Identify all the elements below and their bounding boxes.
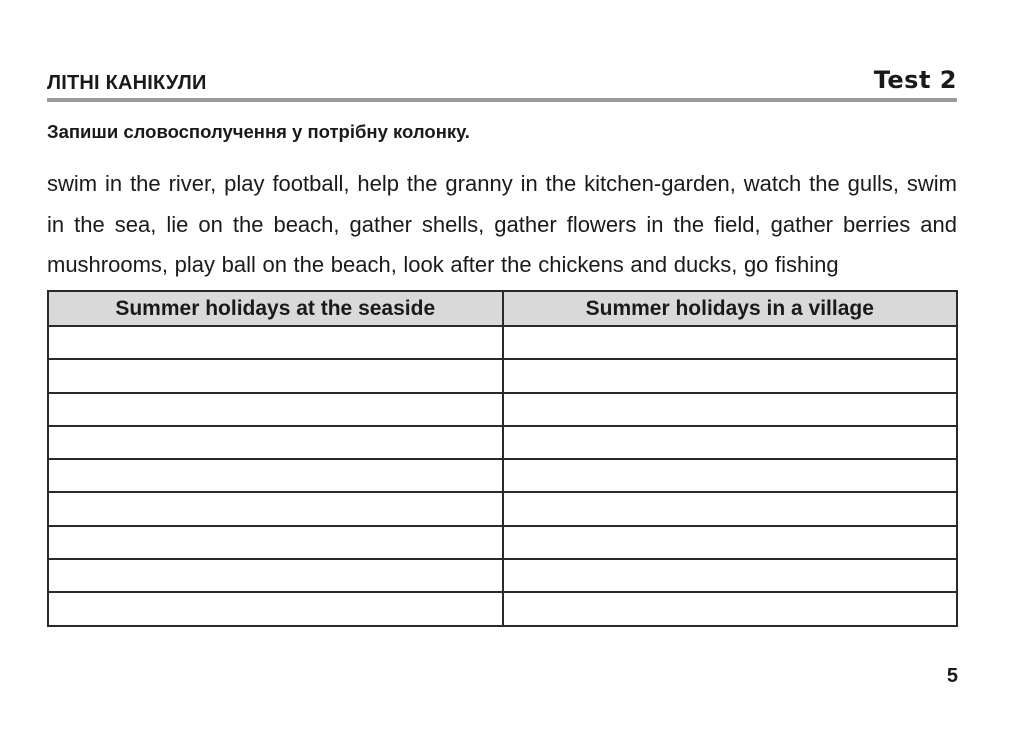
- section-title: ЛІТНІ КАНІКУЛИ: [47, 72, 207, 94]
- table-row: [48, 459, 957, 492]
- table-row: [48, 426, 957, 459]
- answer-cell-seaside[interactable]: [48, 492, 503, 525]
- answer-cell-village[interactable]: [503, 459, 958, 492]
- answer-cell-seaside[interactable]: [48, 559, 503, 592]
- task-instruction: Запиши словосполучення у потрібну колонку.: [47, 121, 470, 142]
- answer-cell-village[interactable]: [503, 526, 958, 559]
- table-row: [48, 592, 957, 625]
- answer-rows: [48, 326, 957, 626]
- answer-cell-village[interactable]: [503, 559, 958, 592]
- answer-table: [47, 290, 958, 627]
- test-label: Test 2: [873, 66, 957, 94]
- word-bank: swim in the river, play football, help the granny in the kitchen-garden, watch the gulls, swim in the sea, lie on the beach, gather shells, gather flowers in the field, gather berries and mushrooms, play ball on the beach, look after the chickens and ducks, go fishing: [47, 171, 957, 277]
- answer-cell-seaside[interactable]: [48, 393, 503, 426]
- page-number: 5: [946, 665, 958, 687]
- answer-cell-village[interactable]: [503, 326, 958, 359]
- answer-cell-village[interactable]: [503, 492, 958, 525]
- answer-cell-village[interactable]: [503, 393, 958, 426]
- column-header-village: Summer holidays in a village: [503, 291, 958, 326]
- table-row: [48, 492, 957, 525]
- answer-cell-village[interactable]: [503, 359, 958, 392]
- header-divider: [47, 98, 957, 102]
- answer-cell-seaside[interactable]: [48, 426, 503, 459]
- answer-cell-seaside[interactable]: [48, 326, 503, 359]
- table-row: [48, 559, 957, 592]
- answer-cell-village[interactable]: [503, 592, 958, 625]
- table-row: [48, 393, 957, 426]
- answer-cell-village[interactable]: [503, 426, 958, 459]
- answer-cell-seaside[interactable]: [48, 526, 503, 559]
- table-row: [48, 526, 957, 559]
- column-header-seaside: Summer holidays at the seaside: [48, 291, 503, 326]
- answer-cell-seaside[interactable]: [48, 359, 503, 392]
- table-header-row: [48, 291, 957, 326]
- answer-cell-seaside[interactable]: [48, 459, 503, 492]
- table-row: [48, 359, 957, 392]
- table-row: [48, 326, 957, 359]
- page-header: [47, 66, 957, 96]
- answer-cell-seaside[interactable]: [48, 592, 503, 625]
